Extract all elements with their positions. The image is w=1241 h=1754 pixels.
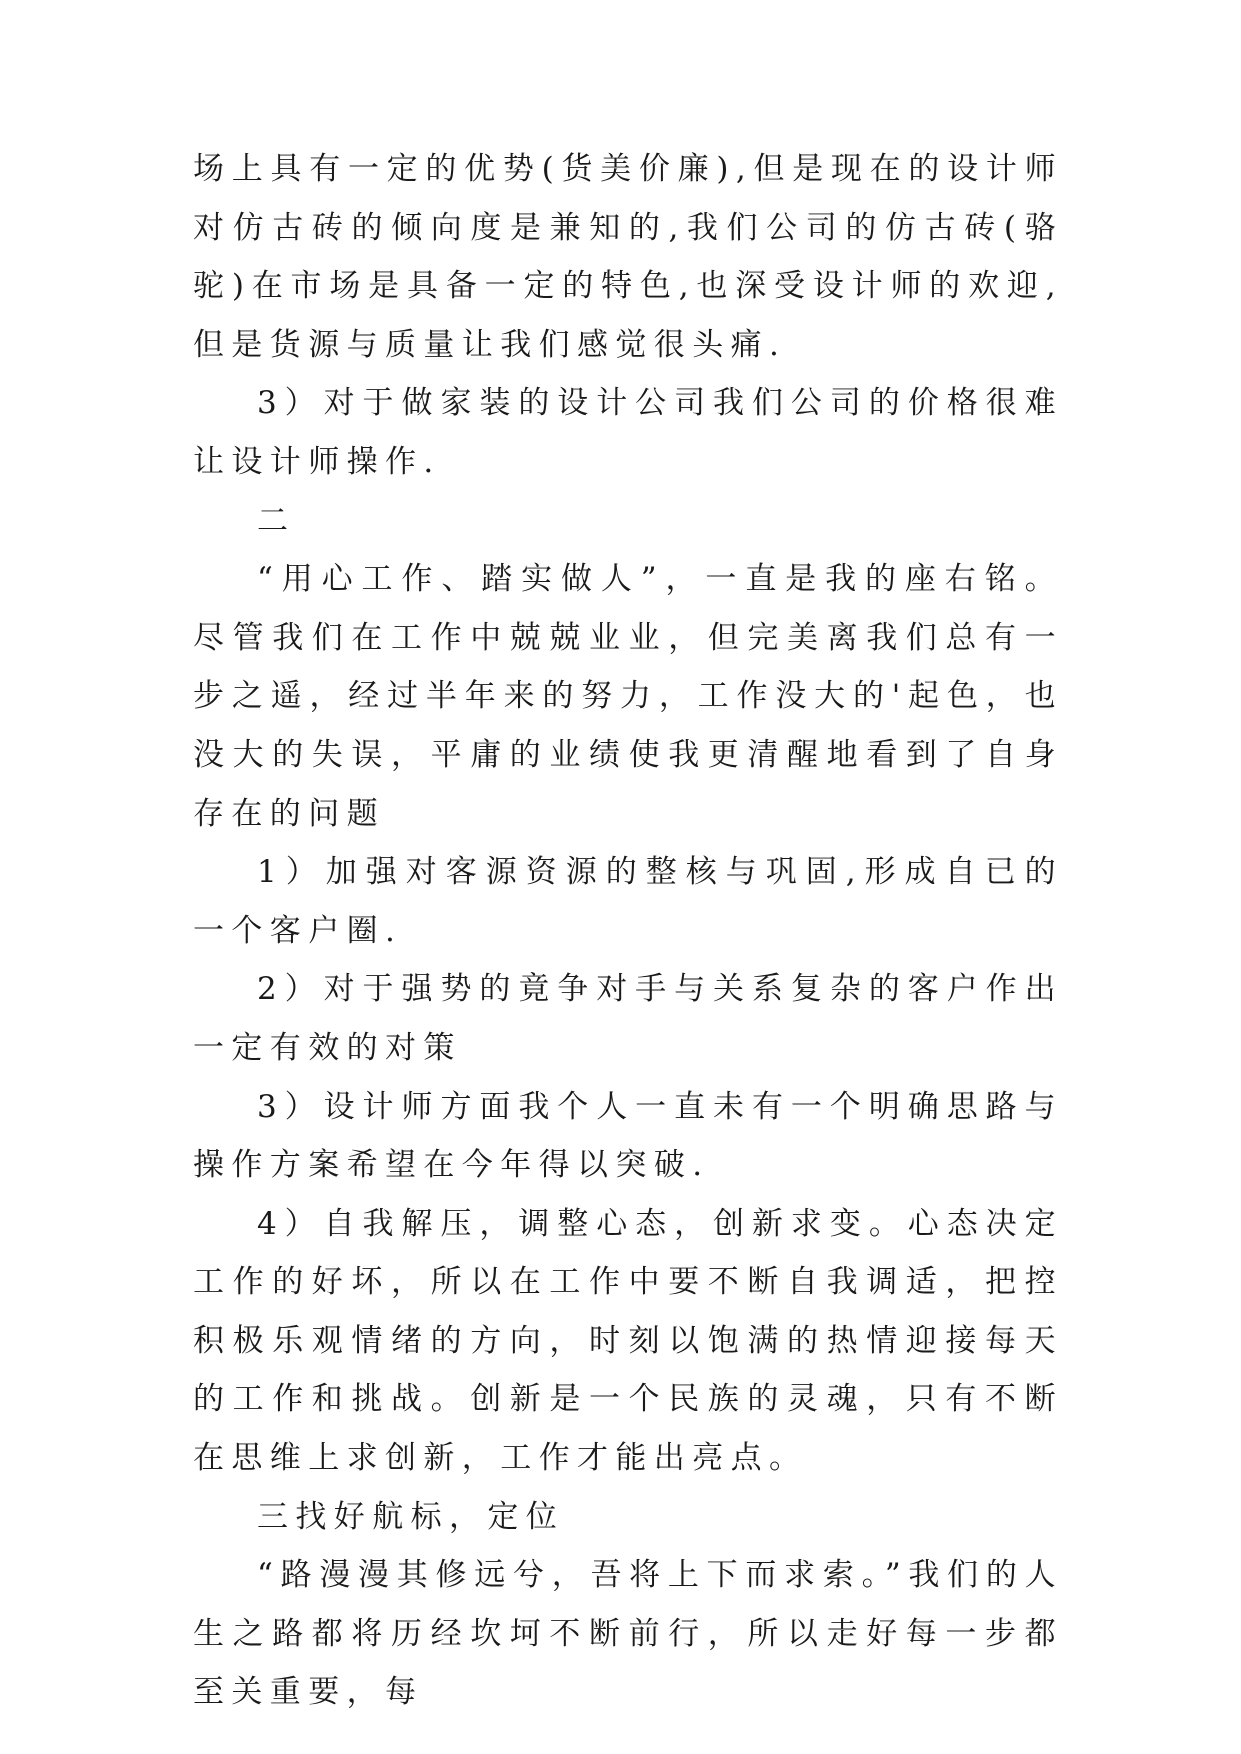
document-body	[193, 140, 1063, 1722]
paragraph-item-4-mindset: 4）自我解压，调整心态，创新求变。心态决定工作的好坏，所以在工作中要不断自我调适，把控积极乐观情绪的方向，时刻以饱满的热情迎接每天的工作和挑战。创新是一个民族的灵魂，只有不断在思维上求创新，工作才能出亮点。	[193, 1205, 1063, 1477]
paragraph-item-1-clients: 1）加强对客源资源的整核与巩固,形成自已的一个客户圈.	[193, 854, 1063, 949]
section-heading-two: 二	[257, 502, 296, 539]
paragraph-motto: “用心工作、踏实做人”，一直是我的座右铭。尽管我们在工作中兢兢业业，但完美离我们总有一步之遥，经过半年来的努力，工作没大的'起色，也没大的失误，平庸的业绩使我更清醒地看到了自身存在的问题	[193, 561, 1063, 832]
paragraph-quote: “路漫漫其修远兮，吾将上下而求索。”我们的人生之路都将历经坎坷不断前行，所以走好每一步都至关重要，每	[193, 1557, 1063, 1711]
paragraph-continuation: 场上具有一定的优势(货美价廉),但是现在的设计师对仿古砖的倾向度是兼知的,我们公司的仿古砖(骆驼)在市场是具备一定的特色,也深受设计师的欢迎,但是货源与质量让我们感觉很头痛.	[193, 151, 1063, 363]
paragraph-item-3-designers: 3）设计师方面我个人一直未有一个明确思路与操作方案希望在今年得以突破.	[193, 1088, 1063, 1184]
section-heading-three: 三找好航标，定位	[257, 1498, 565, 1535]
paragraph-item-2-competitors: 2）对于强势的竟争对手与关系复杂的客户作出一定有效的对策	[193, 971, 1063, 1066]
paragraph-item-3-home-decor: 3）对于做家装的设计公司我们公司的价格很难让设计师操作.	[193, 385, 1063, 480]
